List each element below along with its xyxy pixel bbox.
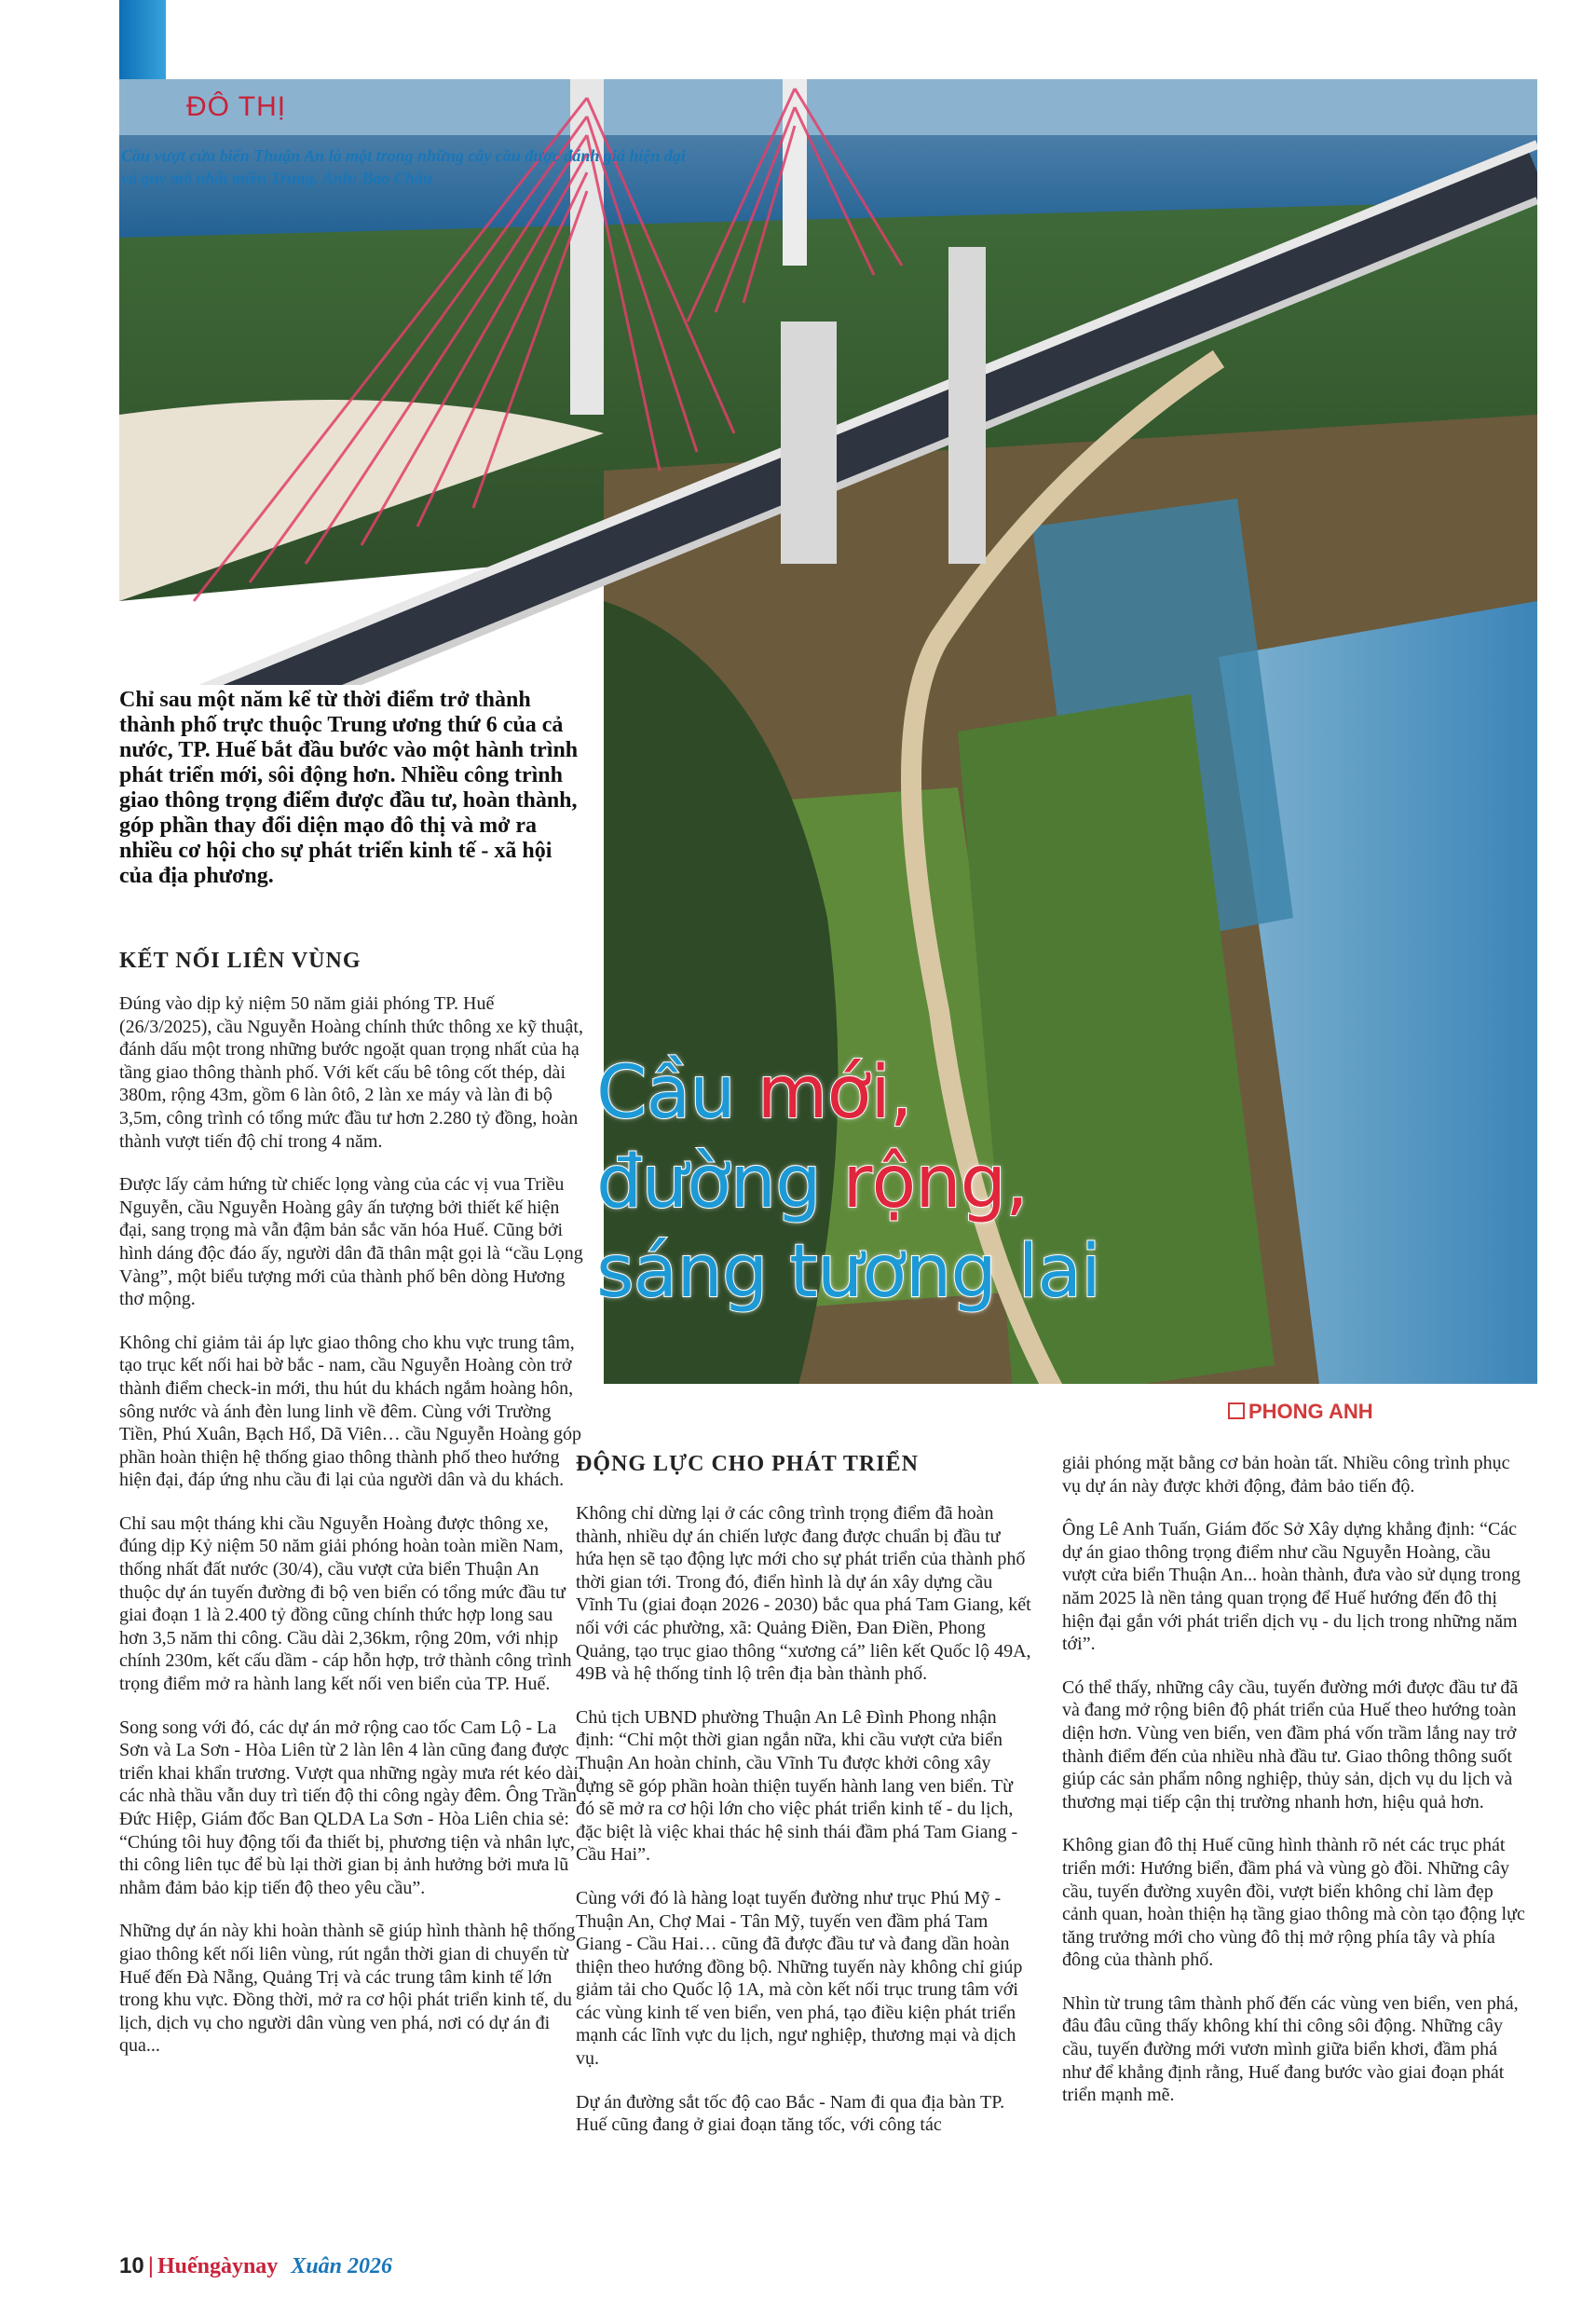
title-line2-b: rộng, — [842, 1141, 1028, 1224]
title-line1-b: mới, — [757, 1051, 912, 1135]
author-byline — [1228, 1400, 1373, 1424]
paragraph: Song song với đó, các dự án mở rộng cao tốc Cam Lộ - La Sơn và La Sơn - Hòa Liên từ 2 làn lên 4 làn cũng đang được triển khai khẩn trương. Vượt qua những ngày mưa rét kéo dài, các nhà thầu vẫn duy trì tiến độ thi công ngày đêm. Ông Trần Đức Hiệp, Giám đốc Ban QLDA La Sơn - Hòa Liên chia sẻ: “Chúng tôi huy động tối đa thiết bị, phương tiện và nhân lực, thi công liên tục để bù lại thời gian bị ảnh hưởng bởi mưa lũ nhằm đảm bảo kịp tiến độ theo yêu cầu”. — [119, 1717, 583, 1898]
paragraph: Chủ tịch UBND phường Thuận An Lê Đình Phong nhận định: “Chỉ một thời gian ngắn nữa, khi cầu vượt cửa biển Thuận An hoàn chỉnh, cầu Vĩnh Tu được khởi công xây dựng sẽ góp phần hoàn thiện tuyến hành lang ven biển. Từ đó sẽ mở ra cơ hội lớn cho việc phát triển kinh tế - du lịch, đặc biệt là việc khai thác hệ sinh thái đầm phá Tam Giang - Cầu Hai”. — [576, 1706, 1018, 1866]
paragraph: Những dự án này khi hoàn thành sẽ giúp hình thành hệ thống giao thông kết nối liên vùng, rút ngắn thời gian di chuyển từ Huế đến Đà Nẵng, Quảng Trị và các trung tâm kinh tế lớn trong khu vực. Đồng thời, mở ra cơ hội phát triển kinh tế, du lịch, dịch vụ cho người dân vùng ven phá, nơi có dự án đi qua... — [119, 1921, 576, 2057]
photo-caption: Cầu vượt cửa biển Thuận An là một trong những cây cầu được đánh giá hiện đại và quy mô nhất miền Trung. Ảnh: Bảo Châu — [121, 146, 686, 187]
paragraph: Ông Lê Anh Tuấn, Giám đốc Sở Xây dựng khẳng định: “Các dự án giao thông trọng điểm như cầu Nguyễn Hoàng, cầu vượt cửa biển Thuận An... hoàn thành, đưa vào sử dụng trong năm 2025 là nền tảng quan trọng để Huế hướng đến đô thị hiện đại gắn với phát triển dịch vụ - du lịch trong những năm tới”. — [1062, 1519, 1521, 1655]
column-3 — [1062, 1452, 1528, 2127]
paragraph: Được lấy cảm hứng từ chiếc lọng vàng của các vị vua Triều Nguyễn, cầu Nguyễn Hoàng gây ấn tượng bởi thiết kế hiện đại, sang trọng mà vẫn đậm bản sắc văn hóa Huế. Cũng bởi hình dáng độc đáo ấy, người dân đã thân mật gọi là “cầu Lọng Vàng”, một biểu tượng mới của thành phố bên dòng Hương thơ mộng. — [119, 1174, 583, 1310]
paragraph: Nhìn từ trung tâm thành phố đến các vùng ven biển, ven phá, đâu đâu cũng thấy không khí thi công sôi động. Những cây cầu, tuyến đường mới vươn mình giữa biển khơi, đầm phá như để khẳng định rằng, Huế đang bước vào giai đoạn phát triển mạnh mẽ. — [1062, 1992, 1519, 2106]
column-2 — [576, 1502, 1032, 2157]
section-label: ĐÔ THỊ — [186, 91, 287, 122]
page-footer — [119, 2253, 392, 2279]
page-number: 10 — [119, 2253, 144, 2278]
issue-name: Xuân 2026 — [291, 2254, 393, 2278]
footer-separator: | — [147, 2253, 154, 2278]
paragraph: Không chỉ giảm tải áp lực giao thông cho khu vực trung tâm, tạo trục kết nối hai bờ bắc - nam, cầu Nguyễn Hoàng còn trở thành điểm check-in mới, thu hút du khách ngắm hoàng hôn, sông nước và ánh đèn lung linh về đêm. Cùng với Trường Tiền, Phú Xuân, Bạch Hổ, Dã Viên… cầu Nguyễn Hoàng góp phần hoàn thiện hệ thống giao thông thành phố theo hướng hiện đại, đáp ứng nhu cầu đi lại của người dân và du khách. — [119, 1332, 581, 1491]
paragraph: Có thể thấy, những cây cầu, tuyến đường mới được đầu tư đã và đang mở rộng biên độ phát triển của Huế theo hướng toàn diện hơn. Vùng ven biển, ven đầm phá vốn trầm lắng nay trở thành điểm đến của nhiều nhà đầu tư. Giao thông thông suốt giúp các sản phẩm nông nghiệp, thủy sản, dịch vụ du lịch và thương mại tiếp cận thị trường nhanh hơn, hiệu quả hơn. — [1062, 1676, 1519, 1813]
magazine-name: Huếngàynay — [157, 2254, 279, 2278]
paragraph: Dự án đường sắt tốc độ cao Bắc - Nam đi qua địa bàn TP. Huế cũng đang ở giai đoạn tăng tốc, với công tác — [576, 2091, 1005, 2136]
heading-dong-luc: ĐỘNG LỰC CHO PHÁT TRIỂN — [576, 1452, 919, 1476]
lead-paragraph: Chỉ sau một năm kể từ thời điểm trở thành thành phố trực thuộc Trung ương thứ 6 của cả nước, TP. Huế bắt đầu bước vào một hành trình phát triển mới, sôi động hơn. Nhiều công trình giao thông trọng điểm được đầu tư, hoàn thành, góp phần thay đổi diện mạo đô thị và mở ra nhiều cơ hội cho sự phát triển kinh tế - xã hội của địa phương. — [119, 688, 579, 888]
paragraph: Không gian đô thị Huế cũng hình thành rõ nét các trục phát triển mới: Hướng biển, đầm phá và vùng gò đồi. Những cây cầu, tuyến đường xuyên đồi, vượt biển không chỉ làm đẹp cảnh quan, hoàn thiện hạ tầng giao thông mà còn tạo động lực tăng trưởng mới cho vùng đô thị mở rộng phía tây và phía đông của thành phố. — [1062, 1835, 1525, 1971]
byline-square-icon — [1228, 1402, 1245, 1419]
title-line3: sáng tương lai — [596, 1230, 1100, 1314]
paragraph: Cùng với đó là hàng loạt tuyến đường như trục Phú Mỹ - Thuận An, Chợ Mai - Tân Mỹ, tuyến ven đầm phá Tam Giang - Cầu Hai… cũng đã được đầu tư và đang dần hoàn thiện theo hướng đồng bộ. Những tuyến này không chỉ giúp giảm tải cho Quốc lộ 1A, mà còn kết nối trục trung tâm với các vùng kinh tế ven biển, ven phá, tạo điều kiện phát triển mạnh các lĩnh vực du lịch, ngư nghiệp, thương mại và dịch vụ. — [576, 1887, 1023, 2070]
column-1 — [119, 992, 583, 2078]
title-line1-a: Cầu — [596, 1051, 757, 1135]
author-name: PHONG ANH — [1248, 1400, 1373, 1423]
article-title — [596, 1048, 1100, 1317]
title-line2-a: đường — [596, 1141, 843, 1224]
paragraph: Chỉ sau một tháng khi cầu Nguyễn Hoàng được thông xe, đúng dịp Kỷ niệm 50 năm giải phóng hoàn toàn miền Nam, thống nhất đất nước (30/4), cầu vượt cửa biển Thuận An thuộc dự án tuyến đường đi bộ ven biển có tổng mức đầu tư giai đoạn 1 là 2.400 tỷ đồng cũng chính thức hợp long sau hơn 3,5 năm thi công. Cầu dài 2,36km, rộng 20m, với nhịp chính 230m, kết cấu dầm - cáp hỗn hợp, trở thành công trình trọng điểm mở ra hành lang kết nối ven biển của TP. Huế. — [119, 1512, 572, 1695]
paragraph: Đúng vào dịp kỷ niệm 50 năm giải phóng TP. Huế (26/3/2025), cầu Nguyễn Hoàng chính thức thông xe kỹ thuật, đánh dấu một trong những bước ngoặt quan trọng nhất của hạ tầng giao thông thành phố. Với kết cấu bê tông cốt thép, dài 380m, rộng 43m, gồm 6 làn ôtô, 2 làn xe máy và làn đi bộ 3,5m, công trình có tổng mức đầu tư hơn 2.280 tỷ đồng, hoàn thành vượt tiến độ chỉ trong 4 năm. — [119, 993, 583, 1152]
paragraph: giải phóng mặt bằng cơ bản hoàn tất. Nhiều công trình phục vụ dự án này được khởi động, đảm bảo tiến độ. — [1062, 1453, 1510, 1497]
paragraph: Không chỉ dừng lại ở các công trình trọng điểm đã hoàn thành, nhiều dự án chiến lược đang được chuẩn bị đầu tư hứa hẹn sẽ tạo động lực mới cho sự phát triển của thành phố thời gian tới. Trong đó, điển hình là dự án xây dựng cầu Vĩnh Tu (giai đoạn 2026 - 2030) bắc qua phá Tam Giang, kết nối với các phường, xã: Quảng Điền, Đan Điền, Phong Quảng, tạo trục giao thông “xương cá” liên kết Quốc lộ 49A, 49B và hệ thống tỉnh lộ trên địa bàn thành phố. — [576, 1503, 1031, 1685]
heading-ket-noi: KẾT NỐI LIÊN VÙNG — [119, 949, 361, 973]
